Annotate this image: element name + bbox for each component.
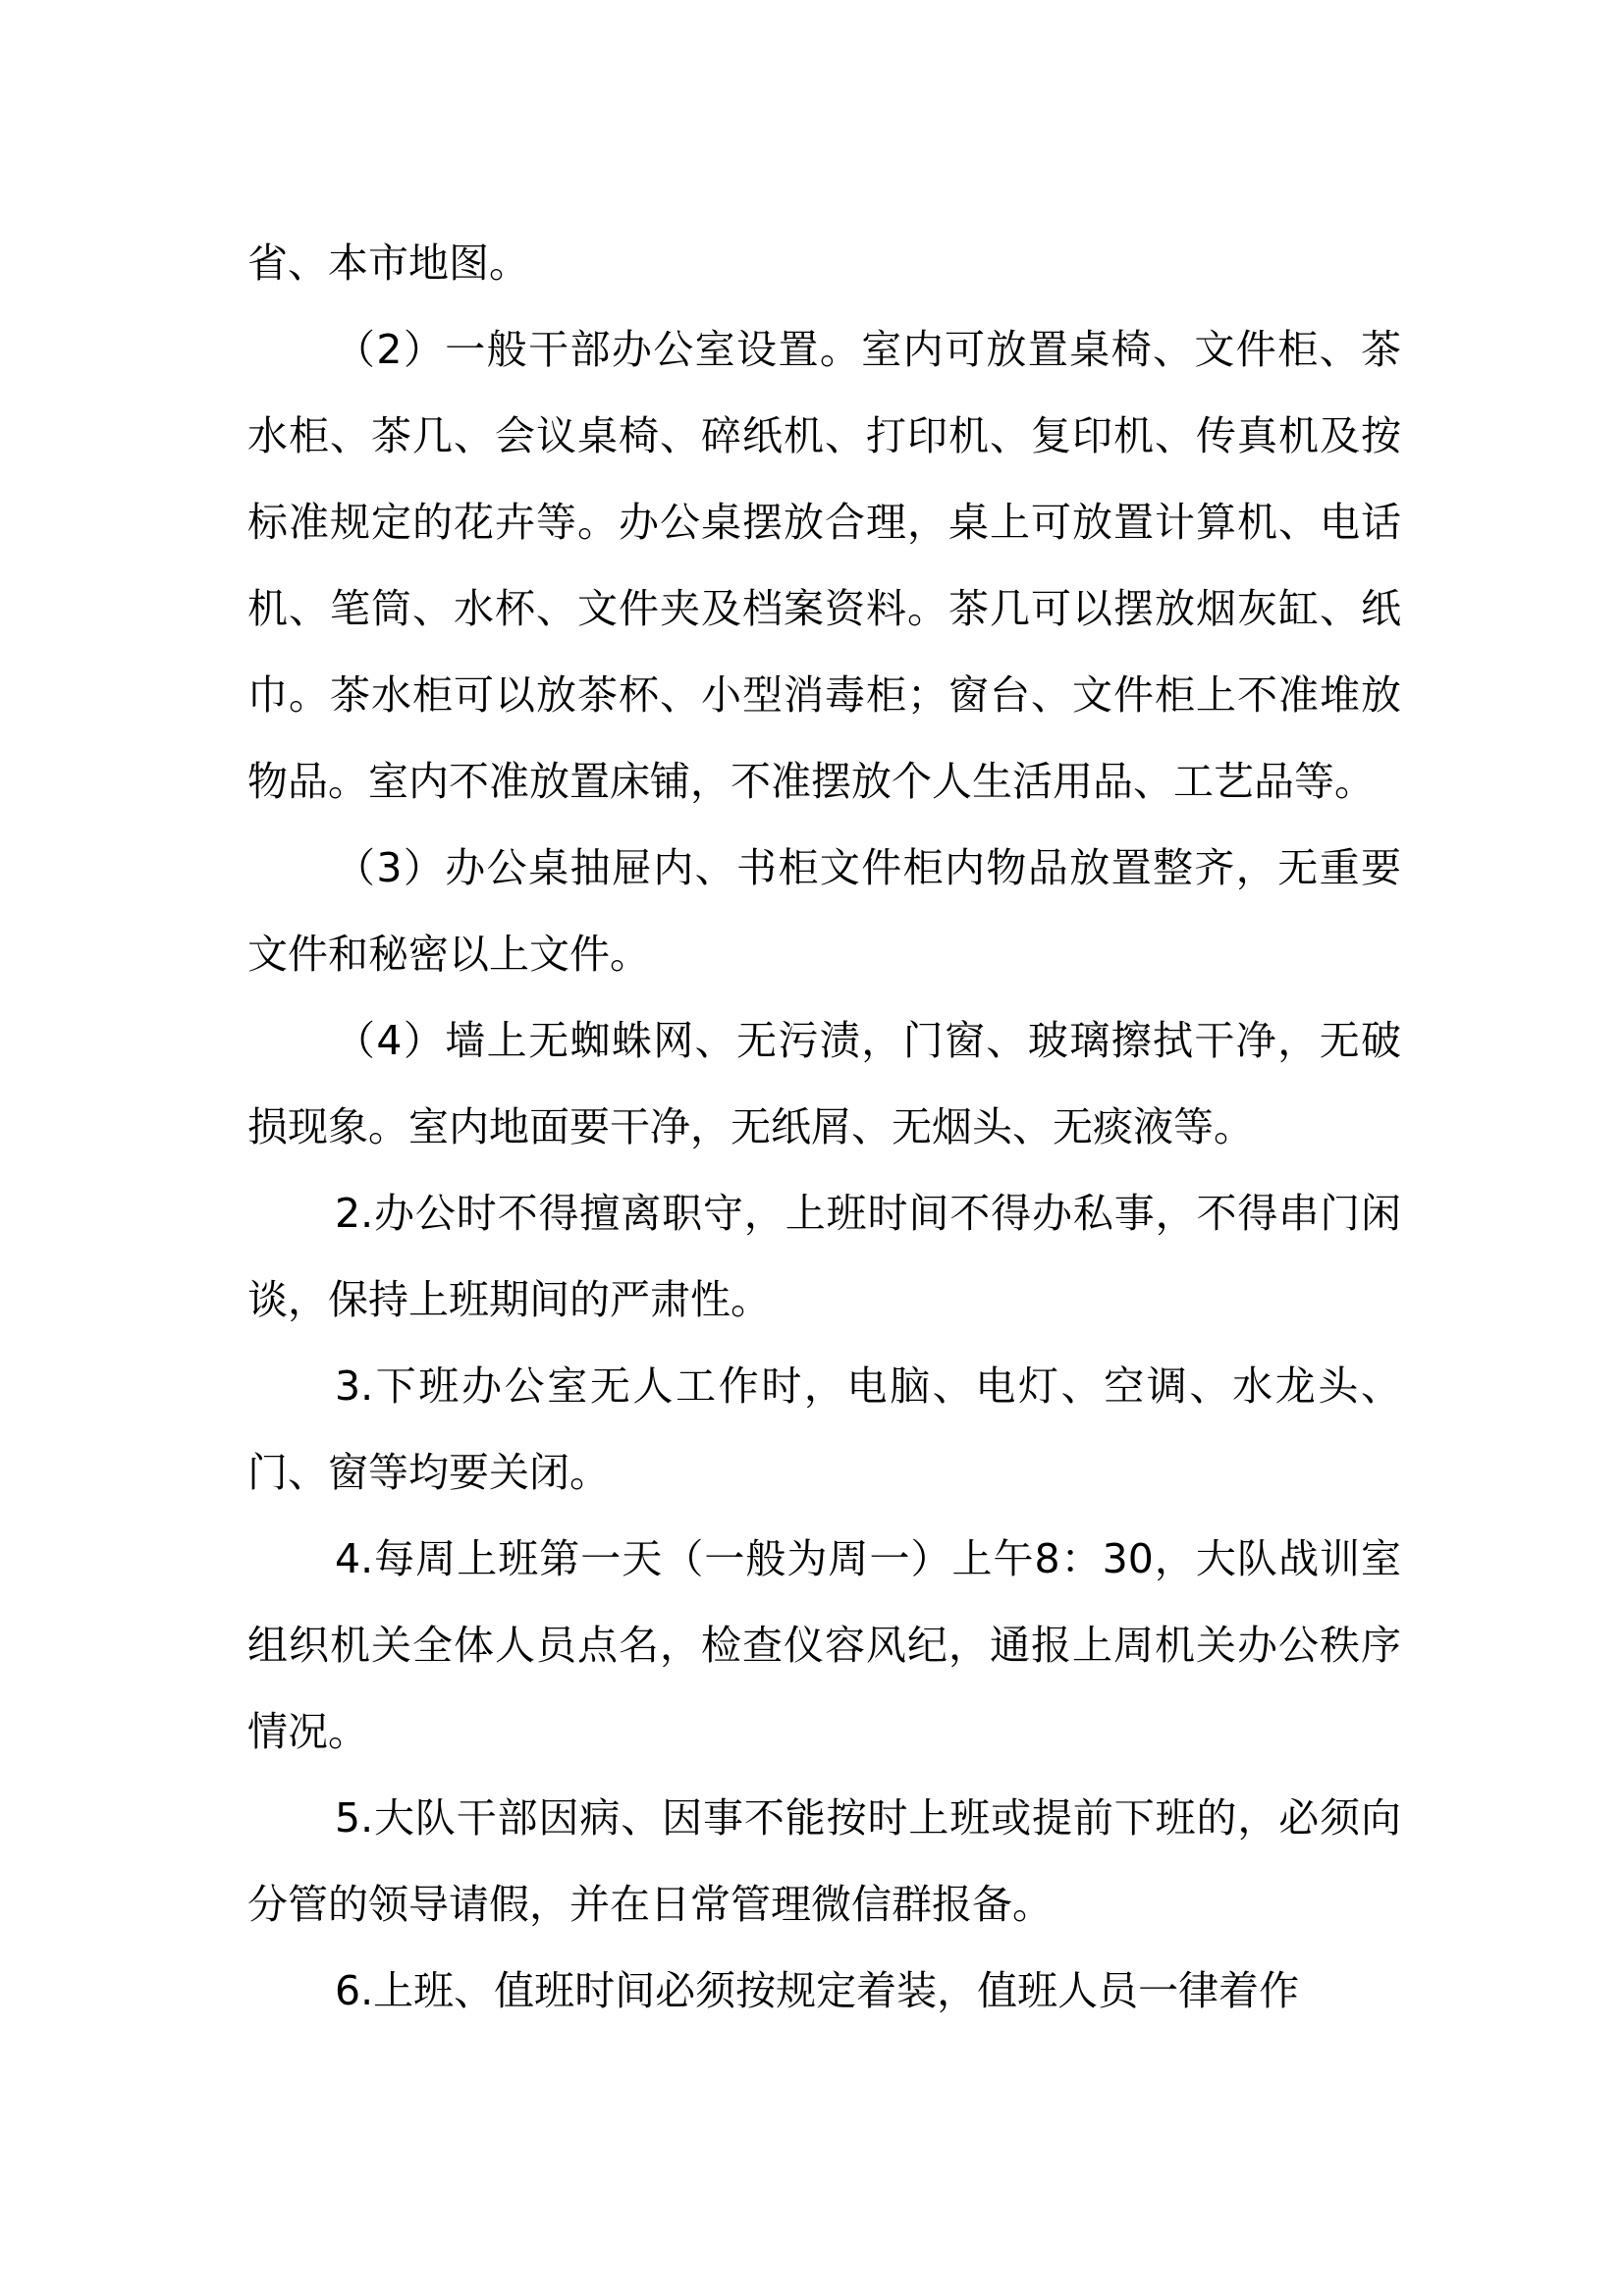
paragraph-rule-4: 4.每周上班第一天（一般为周一）上午8：30，大队战训室组织机关全体人员点名，检查仪容风纪，通报上周机关办公秩序情况。 [247,1535,1401,1755]
paragraph-rule-6: 6.上班、值班时间必须按规定着装，值班人员一律着作 [335,1967,1300,2014]
paragraph-cleanliness: （4）墙上无蜘蛛网、无污渍，门窗、玻璃擦拭干净，无破损现象。室内地面要干净，无纸屑、无烟头、无痰液等。 [247,1017,1401,1150]
paragraph-rule-5: 5.大队干部因病、因事不能按时上班或提前下班的，必须向分管的领导请假，并在日常管理微信群报备。 [247,1794,1401,1928]
paragraph-continuation: 省、本市地图。 [247,240,529,287]
paragraph-rule-2: 2.办公时不得擅离职守，上班时间不得办私事，不得串门闲谈，保持上班期间的严肃性。 [247,1190,1401,1323]
document-body [247,220,1401,2034]
paragraph-desk-drawers: （3）办公桌抽屉内、书柜文件柜内物品放置整齐，无重要文件和秘密以上文件。 [247,844,1401,978]
paragraph-office-setup: （2）一般干部办公室设置。室内可放置桌椅、文件柜、茶水柜、茶几、会议桌椅、碎纸机、打印机、复印机、传真机及按标准规定的花卉等。办公桌摆放合理，桌上可放置计算机、电话机、笔筒、水杯、文件夹及档案资料。茶几可以摆放烟灰缸、纸巾。茶水柜可以放茶杯、小型消毒柜；窗台、文件柜上不准堆放物品。室内不准放置床铺，不准摆放个人生活用品、工艺品等。 [247,326,1401,805]
paragraph-rule-3: 3.下班办公室无人工作时，电脑、电灯、空调、水龙头、门、窗等均要关闭。 [247,1362,1401,1496]
